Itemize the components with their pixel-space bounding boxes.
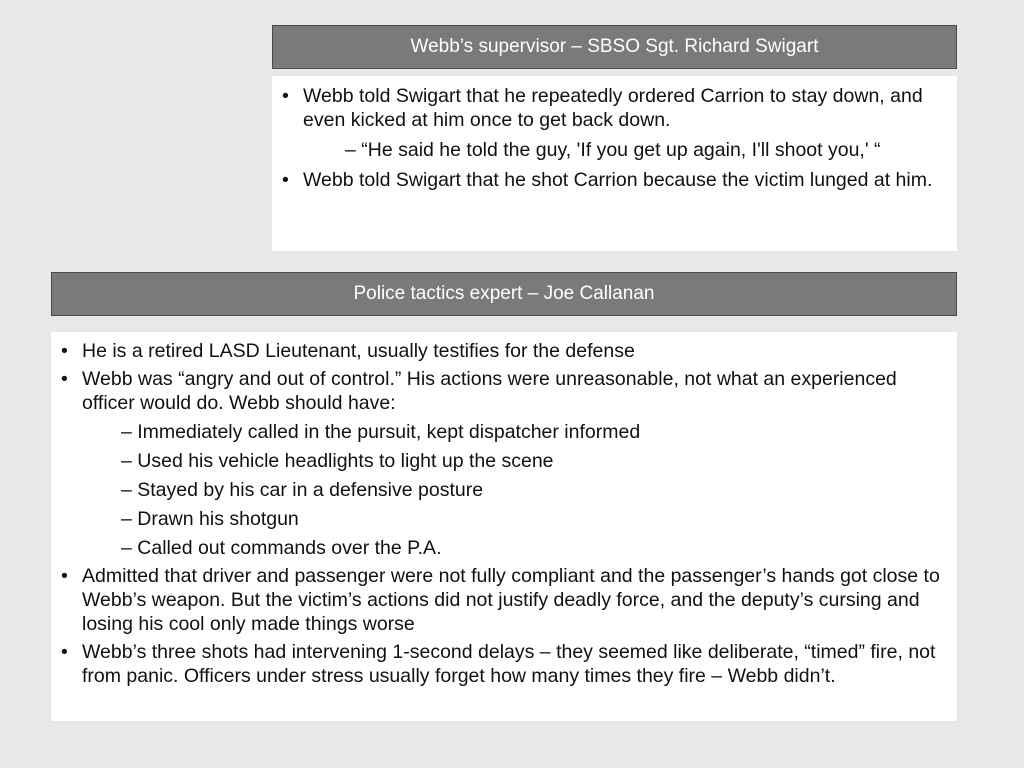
section-header-expert-text: Police tactics expert – Joe Callanan <box>353 283 655 304</box>
bullet-item <box>61 564 947 636</box>
bullet-item <box>282 84 947 132</box>
sub-bullet-quote: – “He said he told the guy, 'If you get up again, I'll shoot you,' “ <box>345 139 881 161</box>
expert-panel <box>51 332 957 721</box>
bullet-mark: • <box>282 169 289 191</box>
bullet-text: Admitted that driver and passenger were not fully compliant and the passenger’s hands got close to Webb’s weapon. But the victim’s actions did not justify deadly force, and the deputy’s cursing and losing his cool only made things worse <box>82 565 940 635</box>
bullet-mark: • <box>61 641 68 663</box>
sub-bullet-item: – Called out commands over the P.A. <box>121 537 442 559</box>
bullet-item <box>282 168 947 192</box>
sub-bullet-item: – Drawn his shotgun <box>121 508 299 530</box>
bullet-mark: • <box>61 565 68 587</box>
bullet-text: Webb was “angry and out of control.” His actions were unreasonable, not what an experienced officer would do. Webb should have: <box>82 368 897 414</box>
supervisor-panel <box>272 76 957 251</box>
sub-bullet-item: – Used his vehicle headlights to light up the scene <box>121 450 554 472</box>
bullet-item <box>61 339 947 363</box>
sub-bullet-item: – Immediately called in the pursuit, kept dispatcher informed <box>121 421 641 443</box>
bullet-text: Webb told Swigart that he shot Carrion because the victim lunged at him. <box>303 169 933 191</box>
sub-bullet-item: – Stayed by his car in a defensive posture <box>121 479 484 501</box>
bullet-text: Webb told Swigart that he repeatedly ordered Carrion to stay down, and even kicked at him once to get back down. <box>303 85 923 131</box>
section-header-expert <box>51 272 957 316</box>
bullet-mark: • <box>61 368 68 390</box>
bullet-text: Webb’s three shots had intervening 1-second delays – they seemed like deliberate, “timed” fire, not from panic. Officers under stress usually forget how many times they fire – Webb didn’t. <box>82 641 936 687</box>
bullet-text: He is a retired LASD Lieutenant, usually testifies for the defense <box>82 340 635 362</box>
bullet-item <box>61 640 947 688</box>
section-header-supervisor <box>272 25 957 69</box>
bullet-mark: • <box>61 340 68 362</box>
bullet-mark: • <box>282 85 289 107</box>
bullet-item <box>61 367 947 415</box>
section-header-supervisor-text: Webb’s supervisor – SBSO Sgt. Richard Swigart <box>410 36 819 57</box>
